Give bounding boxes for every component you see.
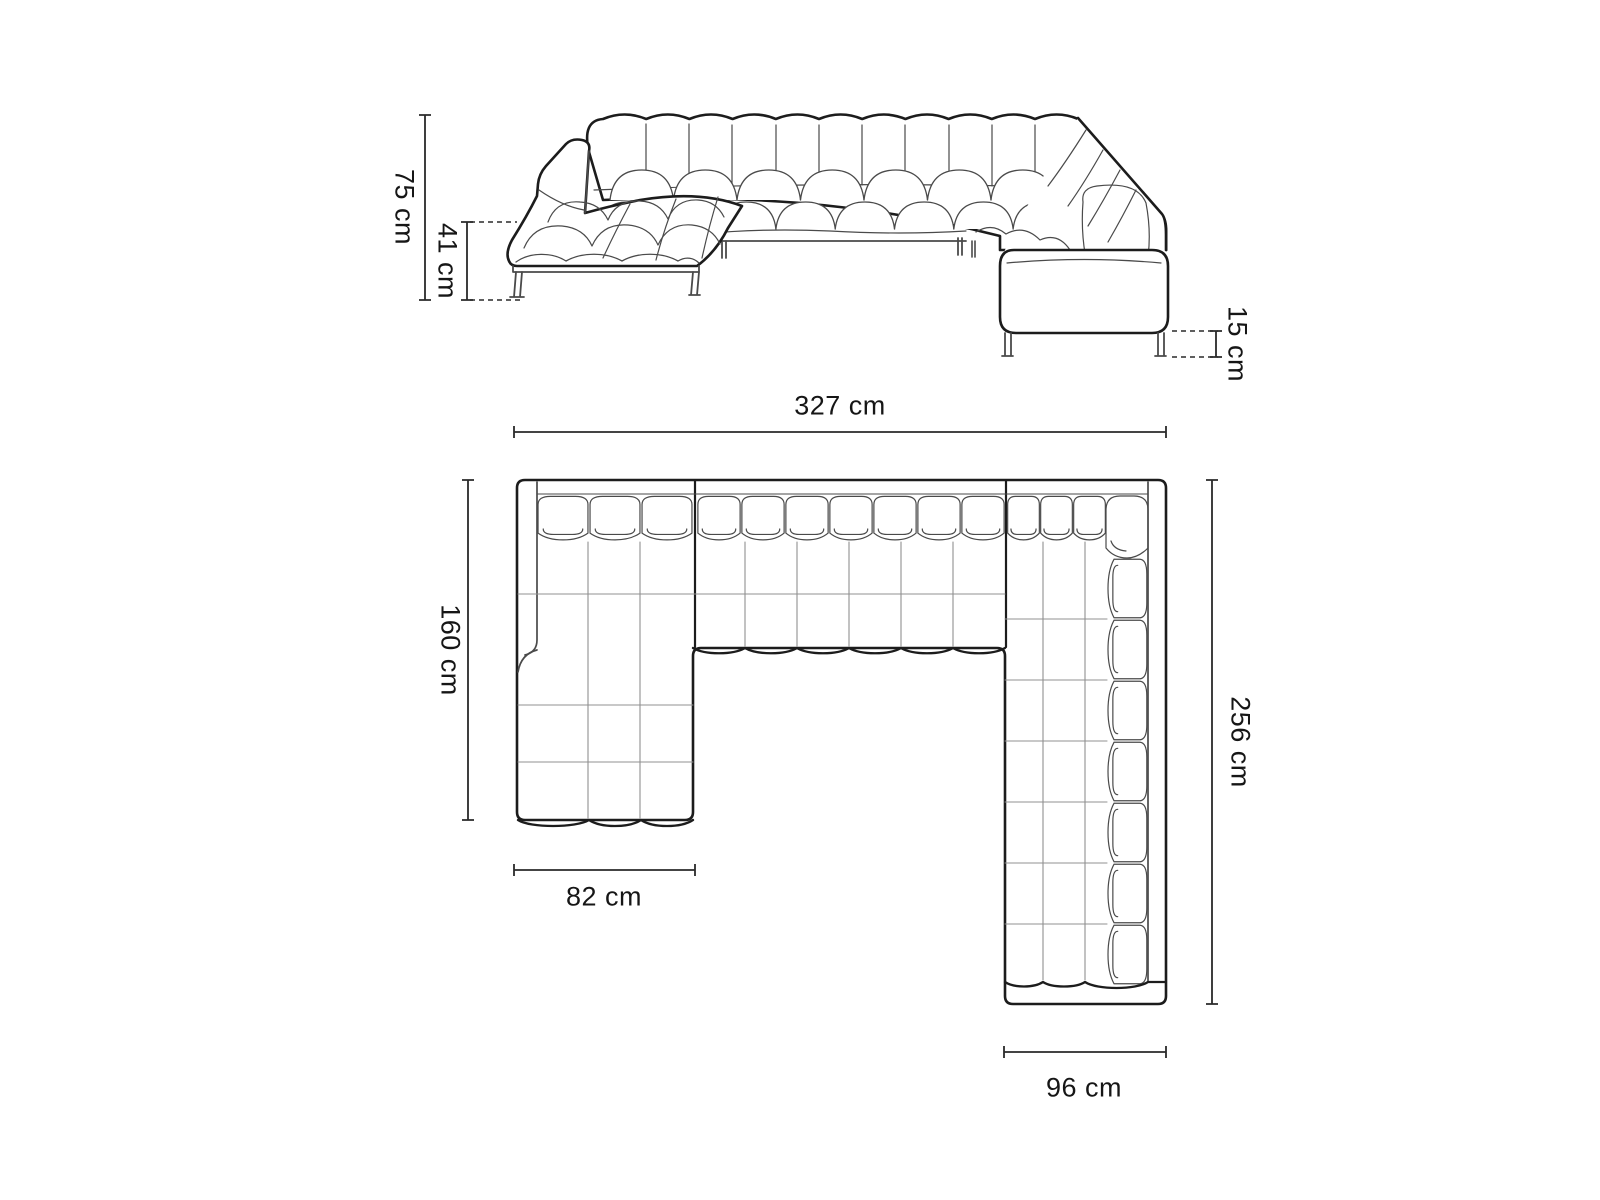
dim-label-left-section-depth: 160 cm	[435, 604, 466, 696]
dim-label-total-depth: 256 cm	[1225, 696, 1256, 788]
dim-label-chaise-width: 82 cm	[565, 881, 643, 912]
dim-label-seat-height: 41 cm	[432, 222, 463, 300]
dim-label-right-section-width: 96 cm	[1045, 1072, 1123, 1103]
dim-label-leg-height: 15 cm	[1222, 305, 1253, 383]
dim-label-width-total: 327 cm	[794, 390, 886, 421]
dim-label-height-total: 75 cm	[389, 168, 420, 246]
